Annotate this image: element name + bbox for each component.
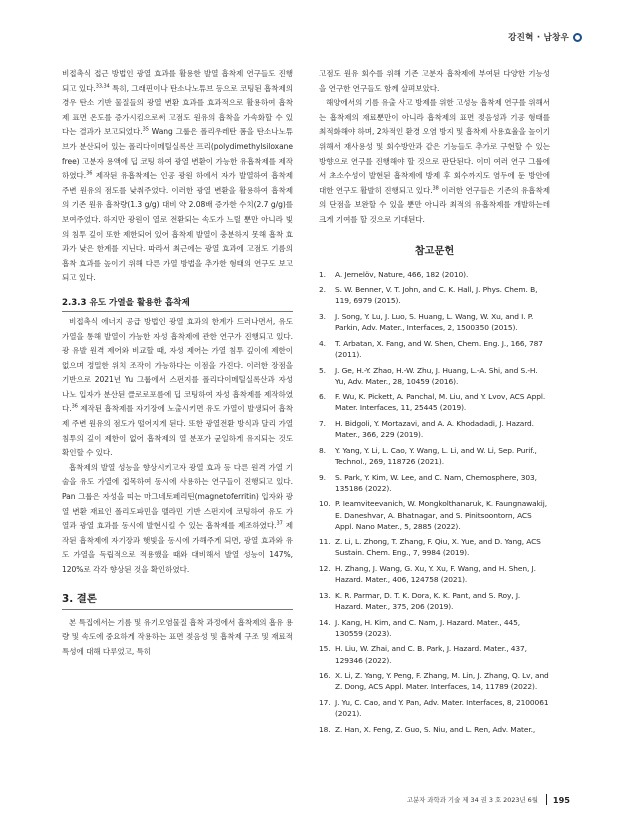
paragraph: 비접촉식 에너지 공급 방법인 광열 효과의 한계가 드러나면서, 유도 가열을 통해 발열이 가능한 자성 흡착제에 관한 연구가 진행되고 있다. 광 유발 원격 제어와 비교할 때, 자성 제어는 가열 침투 깊이에 제한이 없으며 정밀한 위치 조작이 가능하다는 이점을 가진다. 이러한 장점을 기반으로 2021년 Yu 그룹에서 스펀지를 폴리다이메틸실록산과 자성 나노 입자가 분산된 클로로포름에 딥 코팅하여 자성 흡착제를 제작하였다.$^{36}$ 제작된 흡착제를 자기장에 노출시키면 유도 가열이 발생되어 흡착제 주변 원유의 점도가 떨어지게 된다. 또한 광열전환 방식과 달리 가열 침투의 깊이 제한이 없어 흡착제의 열 분포가 균일하게 유지되는 것도 확인할 수 있다. — [62, 316, 293, 458]
paragraph: 흡착제의 발열 성능을 향상시키고자 광열 효과 등 다른 원격 가열 기술을 유도 가열에 접목하여 동시에 사용하는 연구들이 진행되고 있다. Pan 그룹은 자성을 띠는 마그네토페리틴(magnetoferritin) 입자와 광열 변환 재료인 폴리도파민을 멜라민 기반 스펀지에 코팅하여 유도 가열과 광열 효과를 동시에 발현시킬 수 있는 흡착제를 제조하였다.$^{37}$ 제작된 흡착제에 자기장과 햇빛을 동시에 가해주게 되면, 광열 효과와 유도 가열을 독립적으로 적용했을 때와 대비해서 발열 성능이 147%, 120%로 각각 향상된 것을 확인하였다. — [62, 462, 294, 574]
reference-item: 13. K. R. Parmar, D. T. K. Dora, K. K. Pant, and S. Roy, J. Hazard. Mater., 375, 206 (2019). — [319, 590, 521, 611]
reference-item: 8. Y. Yang, Y. Li, L. Cao, Y. Wang, L. Li, and W. Li, Sep. Purif., Technol., 269, 118726 (2021). — [319, 445, 537, 466]
left-column — [62, 67, 293, 659]
section-heading-conclusion: 3. 결론 — [62, 590, 293, 610]
page-number: 195 — [552, 794, 570, 805]
reference-item: 15. H. Liu, W. Zhai, and C. B. Park, J. Hazard. Mater., 437, 129346 (2022). — [319, 644, 527, 665]
reference-item: 10. P. Ieamviteevanich, W. Mongkolthanaruk, K. Faungnawakij, E. Daneshvar, A. Bhatnagar, and S. Pinitsoontorn, ACS Appl. Nano Mater., 5, 2885 (2022). — [319, 499, 548, 531]
paragraph: 본 특집에서는 기름 및 유기오염물질 흡착 과정에서 흡착제의 흡유 용량 및 속도에 중요하게 작용하는 표면 젖음성 및 흡착제 구조 및 재료적 특성에 대해 다루었고, 특히 — [62, 617, 293, 656]
reference-item: 5. J. Ge, H.-Y. Zhao, H.-W. Zhu, J. Huang, L.-A. Shi, and S.-H. Yu, Adv. Mater., 28, 10459 (2016). — [319, 365, 538, 386]
author-names: 강진혁 · 남창우 — [508, 33, 569, 43]
reference-item: 9. S. Park, Y. Kim, W. Lee, and C. Nam, Chemosphere, 303, 135186 (2022). — [319, 472, 537, 493]
paragraph: 고점도 원유 회수를 위해 기존 고분자 흡착제에 부여된 다양한 기능성을 연구한 연구들도 함께 살펴보았다. — [319, 69, 550, 93]
reference-item: 18. Z. Han, X. Feng, Z. Guo, S. Niu, and L. Ren, Adv. Mater., — [319, 724, 536, 734]
right-column — [319, 67, 550, 740]
journal-info: 고분자 과학과 기술 제 34 권 3 호 2023년 6월 — [406, 796, 538, 804]
reference-list — [319, 269, 550, 735]
footer-divider — [546, 794, 547, 805]
reference-item: 6. F. Wu, K. Pickett, A. Panchal, M. Liu, and Y. Lvov, ACS Appl. Mater. Interfaces, 11, 25445 (2019). — [319, 392, 546, 413]
paragraph: 비접촉식 접근 방법인 광열 효과를 활용한 발열 흡착제 연구들도 진행되고 있다.$^{33,34}$ 특히, 그래핀이나 탄소나노튜브 등으로 코팅된 흡착제의 경우 탄소 기반 물질들의 광열 변환 효과를 효과적으로 활용하여 흡착제 표면 온도를 증가시킴으로써 고점도 원유의 흡착을 가속화할 수 있다는 결과가 보고되었다.$^{35}$ Wang 그룹은 폴리우레탄 폼을 탄소나노튜브가 분산되어 있는 폴리다이메틸실록산 프리(polydimethylsiloxane free) 고분자 용액에 딥 코팅 하여 광열 변환이 가능한 유흡착제를 제작하였다.$^{36}$ 제작된 유흡착제는 인공 광원 하에서 자가 발열하여 흡착제 주변 원유의 점도를 낮춰주었다. 이러한 광열 변환을 활용하여 흡착제의 기존 원유 흡착량(1.3 g/g) 대비 약 2.08배 증가한 수치(2.7 g/g)를 보여주었다. 하지만 광원이 열로 전환되는 속도가 느릴 뿐만 아니라 빛의 침투 깊이 또한 제한되어 있어 흡착제 발열이 충분하지 못해 흡착 효과가 낮은 한계를 지닌다. 따라서 최근에는 광열 효과에 고점도 기름의 흡착 효과를 높이기 위해 다른 가열 방법을 추가한 형태의 연구도 보고되고 있다. — [62, 69, 294, 283]
paragraph: 해양에서의 기름 유출 사고 방제를 위한 고성능 흡착제 연구를 위해서는 흡착제의 재료뿐만이 아니라 흡착제의 표면 젖음성과 기공 형태를 최적화해야 하며, 2차적인 환경 오염 방지 및 흡착제 사용효율을 높이기 위해서 재사용성 및 회수방안과 같은 기능들도 추가로 구현할 수 있는 방향으로 연구를 진행해야 할 것으로 판단된다. 이미 여러 연구 그룹에서 초소수성이 발현된 흡착제에 방제 후 회수까지도 염두에 둔 방안에 대한 연구도 활발히 진행되고 있다.$^{38}$ 이러한 연구들은 기존의 유흡착제의 단점을 보완할 수 있을 뿐만 아니라 최적의 유흡착제를 개발하는데 크게 기여를 할 것으로 기대된다. — [319, 98, 551, 224]
section-heading-2-3-3: 2.3.3 유도 가열을 활용한 흡착제 — [62, 296, 293, 312]
reference-item: 17. J. Yu, C. Cao, and Y. Pan, Adv. Mater. Interfaces, 8, 2100061 (2021). — [319, 698, 549, 719]
reference-item: 4. T. Arbatan, X. Fang, and W. Shen, Chem. Eng. J., 166, 787 (2011). — [319, 338, 543, 359]
reference-item: 14. J. Kang, H. Kim, and C. Nam, J. Hazard. Mater., 445, 130559 (2023). — [319, 617, 521, 638]
page-footer — [407, 794, 570, 805]
reference-item: 2. S. W. Benner, V. T. John, and C. K. Hall, J. Phys. Chem. B, 119, 6979 (2015). — [319, 285, 538, 306]
reference-item: 7. H. Bidgoli, Y. Mortazavi, and A. A. Khodadadi, J. Hazard. Mater., 366, 229 (2019). — [319, 419, 534, 440]
reference-item: 1. A. Jernelöv, Nature, 466, 182 (2010). — [319, 269, 469, 279]
reference-item: 12. H. Zhang, J. Wang, G. Xu, Y. Xu, F. Wang, and H. Shen, J. Hazard. Mater., 406, 124758 (2021). — [319, 564, 536, 585]
reference-item: 16. X. Li, Z. Yang, Y. Peng, F. Zhang, M. Lin, J. Zhang, Q. Lv, and Z. Dong, ACS Appl. Mater. Interfaces, 14, 11789 (2022). — [319, 671, 549, 692]
references-heading: 참고문헌 — [414, 245, 455, 257]
circle-ring-icon — [573, 33, 582, 42]
reference-item: 11. Z. Li, L. Zhong, T. Zhang, F. Qiu, X. Yue, and D. Yang, ACS Sustain. Chem. Eng., 7, 9984 (2019). — [319, 537, 541, 558]
header-authors — [508, 31, 582, 43]
reference-item: 3. J. Song, Y. Lu, J. Luo, S. Huang, L. Wang, W. Xu, and I. P. Parkin, Adv. Mater., Interfaces, 2, 1500350 (2015). — [319, 312, 534, 333]
